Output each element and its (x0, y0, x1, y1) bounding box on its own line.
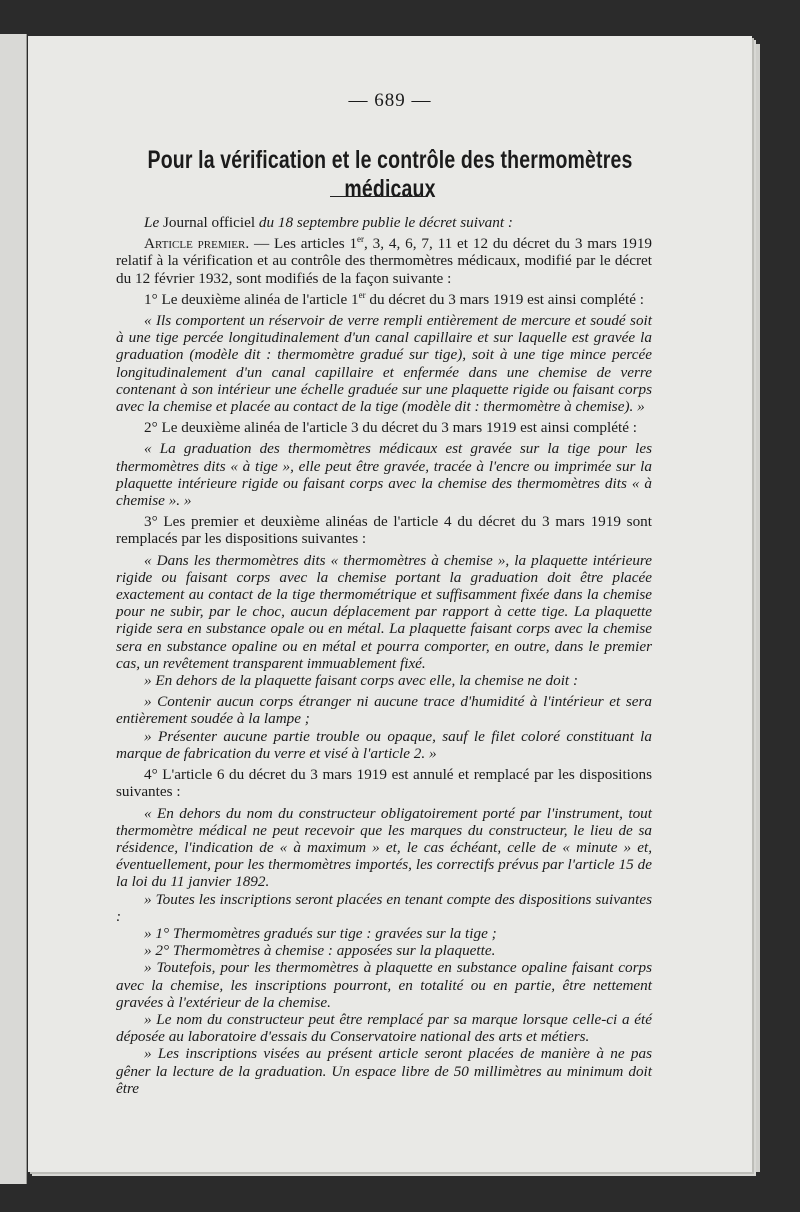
item-1-quote: « Ils comportent un réservoir de verre rempli entièrement de mercure et soudé soit à une tige percée longitudinalement d'un canal capillaire et sur laquelle est gravée la graduation (modèle dit : thermomètre gradué sur tige), soit à une tige mince percée longitudinalement d'un canal capillaire et enfermée dans une chemise de verre contenant à son intérieur une échelle graduée sur une plaquette rigide ou faisant corps avec la chemise et placée au contact de la tige (modèle dit : thermomètre à chemise). » (116, 312, 652, 416)
item-3-quote-1: « Dans les thermomètres dits « thermomètres à chemise », la plaquette intérieure rigide ou faisant corps avec la chemise portant la graduation doit être placée exactement au contact de la tige thermométrique et suffisamment fixée dans la chemise pour ne subir, par le choc, aucun déplacement par rapport à cette tige. La plaquette rigide sera en substance opale ou en métal. La plaquette faisant corps avec la chemise sera en substance opaline ou en métal et pourra comporter, en outre, dans le premier cas, un revêtement transparent immuablement fixé. (116, 551, 652, 672)
journal-name: Journal officiel (162, 214, 256, 231)
document-body (116, 214, 652, 1097)
item-1-sup: er (358, 289, 366, 300)
item-4-quote-1: « En dehors du nom du constructeur obligatoirement porté par l'instrument, tout thermomètre médical ne peut recevoir que les marques du constructeur, le lieu de sa résidence, l'indication de « à maximum » et, le cas échéant, celle de « minute » et, éventuellement, pour les thermomètres importés, les correctifs prévus par l'article 15 de la loi du 11 janvier 1892. (116, 804, 652, 891)
article-sup: er (357, 234, 365, 245)
item-1-text-b: du décret du 3 mars 1919 est ainsi complété : (365, 290, 644, 308)
document-page (28, 36, 752, 1172)
title-divider (330, 196, 426, 197)
article-premier (116, 235, 652, 287)
item-4-quote-5: » Toutefois, pour les thermomètres à plaquette en substance opaline faisant corps avec la chemise, les inscriptions pourront, en totalité ou en partie, être nettement gravées à l'extérieur de la chemise. (116, 959, 652, 1011)
page-number: — 689 — (348, 90, 432, 111)
item-4-quote-2: » Toutes les inscriptions seront placées en tenant compte des dispositions suivantes : (116, 890, 652, 925)
item-3-quote-2: » En dehors de la plaquette faisant corps avec elle, la chemise ne doit : (144, 672, 579, 690)
item-4-quote-4: » 2° Thermomètres à chemise : apposées sur la plaquette. (144, 942, 496, 960)
item-4-intro: 4° L'article 6 du décret du 3 mars 1919 est annulé et remplacé par les dispositions suivantes : (116, 766, 652, 801)
item-1-text-a: 1° Le deuxième alinéa de l'article 1 (144, 290, 359, 308)
item-4-quote-3: » 1° Thermomètres gradués sur tige : gravées sur la tige ; (144, 924, 497, 942)
item-2-quote: « La graduation des thermomètres médicaux est gravée sur la tige pour les thermomètres dits « à tige », elle peut être gravée, tracée à l'encre ou imprimée sur la plaquette intérieure rigide ou faisant corps avec la chemise des thermomètres dits « à chemise ». » (116, 440, 652, 510)
intro-text-b: du 18 septembre publie le décret suivant : (255, 214, 513, 231)
item-1-intro (116, 291, 652, 308)
item-3-intro: 3° Les premier et deuxième alinéas de l'article 4 du décret du 3 mars 1919 sont remplacés par les dispositions suivantes : (116, 513, 652, 548)
article-dash: — (249, 235, 274, 253)
item-3-quote-3: » Contenir aucun corps étranger ni aucune trace d'humidité à l'intérieur et sera entièrement soudée à la lampe ; (116, 693, 652, 728)
previous-page-edge (0, 34, 27, 1184)
article-text-b: , 3, 4, 6, 7, 11 et 12 du décret du 3 mars 1919 relatif à la vérification et au contrôle des thermomètres médicaux, modifié par le décret du 12 février 1932, sont modifiés de la façon suivante : (116, 235, 653, 287)
item-2-intro: 2° Le deuxième alinéa de l'article 3 du décret du 3 mars 1919 est ainsi complété : (144, 419, 637, 437)
article-text-a: Les articles 1 (274, 235, 358, 253)
page-stack-edge (752, 44, 760, 1172)
item-4-quote-6: » Le nom du constructeur peut être remplacé par sa marque lorsque celle-ci a été déposée au laboratoire d'essais du Conservatoire national des arts et métiers. (116, 1010, 652, 1046)
intro-paragraph (116, 214, 652, 231)
item-3-quote-4: » Présenter aucune partie trouble ou opaque, sauf le filet coloré constituant la marque de fabrication du verre et visé à l'article 2. » (116, 727, 652, 762)
item-4-quote-7: » Les inscriptions visées au présent article seront placées de manière à ne pas gêner la lecture de la graduation. Un espace libre de 50 millimètres au minimum doit être (116, 1045, 652, 1097)
article-label: Article premier. (144, 235, 250, 253)
page-title: Pour la vérification et le contrôle des thermomètres médicaux (147, 146, 633, 203)
intro-text-a: Le (144, 214, 163, 231)
